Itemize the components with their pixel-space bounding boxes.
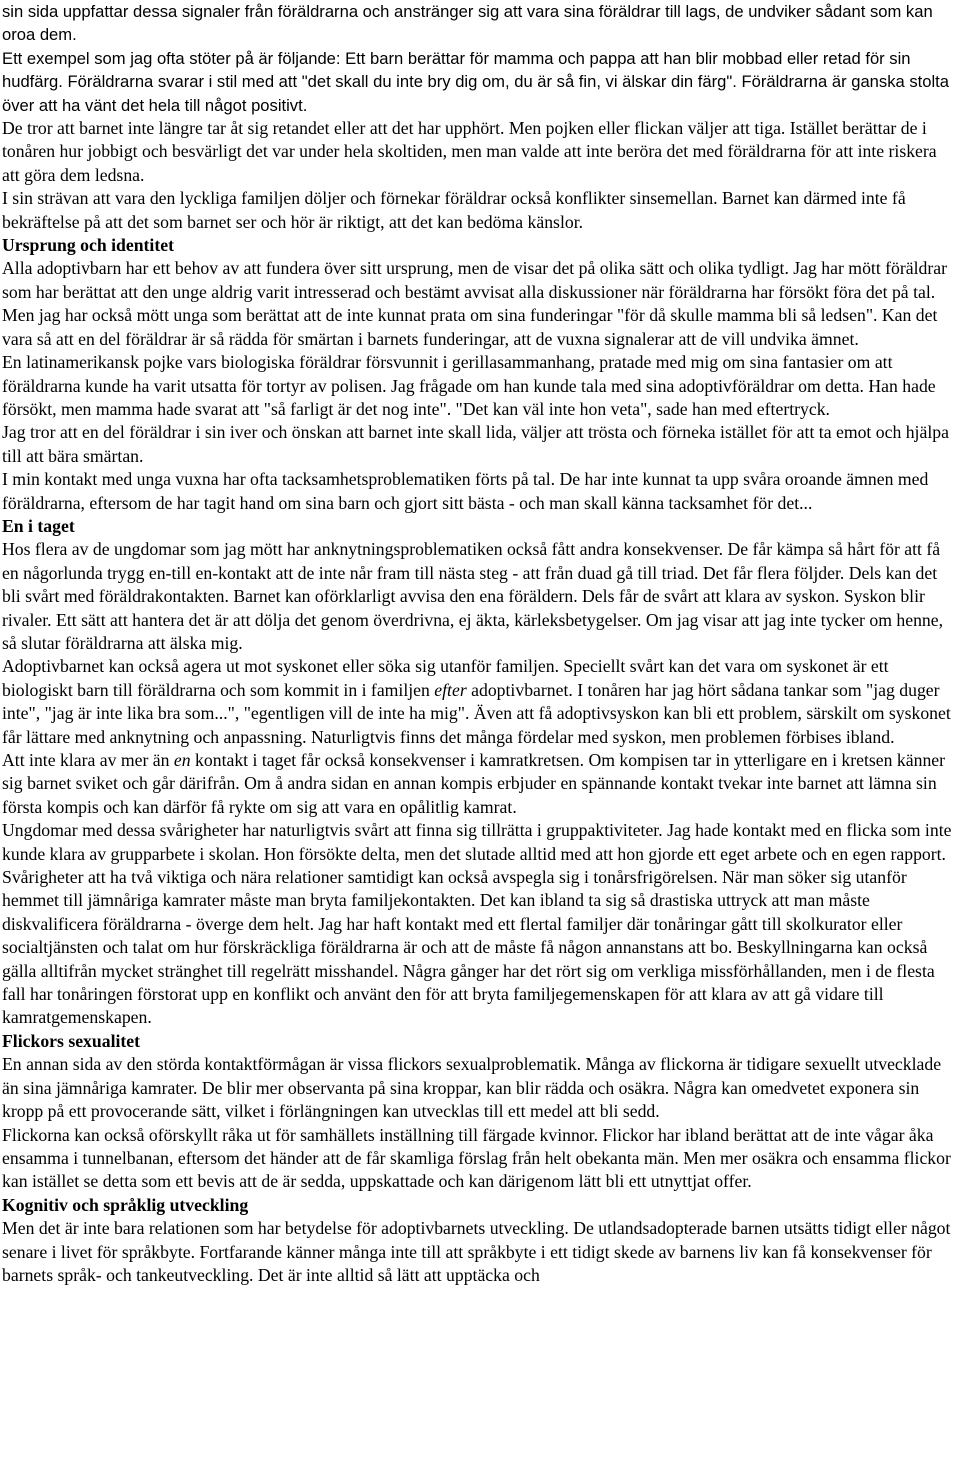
text-span: Att inte klara av mer än	[2, 750, 174, 770]
text-span: kontakt i taget får också konsekvenser i kamratkretsen. Om kompisen tar in ytterligare en i kretsen känner sig barnet sviket och går därifrån. Om å andra sidan en annan kompis erbjuder en spännande kontakt tvekar inte barnet att lämna sin första kompis och kan därför få rykte om sig att vara en opålitlig kamrat.	[2, 750, 946, 817]
heading-kognitiv-utveckling: Kognitiv och språklig utveckling	[2, 1194, 249, 1215]
paragraph-lyckliga-familjen: I sin strävan att vara den lyckliga familjen döljer och förnekar föräldrar också konflikter sinsemellan. Barnet kan därmed inte få bekräftelse på att det som barnet ser och hör är riktigt, att det kan bedöma känslor.	[2, 188, 906, 232]
paragraph-exempel: Ett exempel som jag ofta stöter på är följande: Ett barn berättar för mamma och pappa att han blir mobbad eller retad för sin hudfärg. Föräldrarna svarar i stil med att "det skall du inte bry dig om, du är så fin, vi älskar din färg". Föräldrarna är ganska stolta över att ha vänt det hela till något positivt.	[2, 48, 949, 115]
heading-ursprung-och-identitet: Ursprung och identitet	[2, 235, 174, 256]
text-span: adoptivbarnet. I tonåren har jag hört sådana tankar som "jag duger inte", "jag är inte lika bra som...", "egentligen vill de inte ha mig". Även att få adoptivsyskon kan bli ett problem, särskilt om syskonet får lättare med anknytning och anpassning. Naturligtvis finns det många fördelar med syskon, men problemen förbises ibland.	[2, 679, 951, 747]
paragraph-flickor-2: Flickorna kan också oförskyllt råka ut för samhällets inställning till färgade kvinnor. Flickor har ibland berättat att de inte vågar åka ensamma i tunnelbanan, eftersom det händer att de får skamliga förslag från helt obekanta män. Men mer osäkra och ensamma flickor kan istället se detta som ett bevis att de är sedda, uppskattade och kan därigenom lätt bli ett utnyttjat offer.	[2, 1124, 951, 1192]
heading-en-i-taget: En i taget	[2, 515, 75, 536]
paragraph-klara-av-en	[2, 749, 958, 819]
paragraph-ungdomar: Ungdomar med dessa svårigheter har naturligtvis svårt att finna sig tillrätta i gruppaktiviteter. Jag hade kontakt med en flicka som inte kunde klara av grupparbete i skolan. Hon försökte delta, men det slutade alltid med att hon gjorde ett eget arbete och en egen rapport.	[2, 820, 952, 864]
paragraph-svarigheter: Svårigheter att ha två viktiga och nära relationer samtidigt kan också avspegla sig i tonårsfrigörelsen. När man söker sig utanför hemmet till jämnåriga kamrater måste man bryta familjekontakten. Det kan ibland ta sig så drastiska uttryck att man måste diskvalificera föräldrarna - överge dem helt. Jag har haft kontakt med ett flertal familjer där tonåringar gått till skolkurator eller socialtjänsten och talat om hur förskräckliga föräldrarna är och att de måste få någon annanstans att bo. Beskyllningarna kan också gälla alltifrån mycket stränghet till regelrätt misshandel. Några gånger har det rört sig om verkliga missförhållanden, men i de flesta fall har tonåringen förstorat upp en konflikt och använt den för att bryta familjegemenskapen för att klara av att gå vidare till kamratgemenskapen.	[2, 867, 935, 1028]
paragraph-flickor-1: En annan sida av den störda kontaktförmågan är vissa flickors sexualproblematik. Många av flickorna är tidigare sexuellt utvecklade än sina jämnåriga kamrater. De blir mer observanta på sina kroppar, kan blir rädda och osäkra. Några kan omedvetet exponera sin kropp på ett provocerande sätt, vilket i förlängningen kan utvecklas till ett medel att bli sedd.	[2, 1054, 942, 1122]
paragraph-kognitiv-1: Men det är inte bara relationen som har betydelse för adoptivbarnets utveckling. De utlandsadopterade barnen utsätts tidigt eller något senare i livet för språkbyte. Fortfarande känner många inte till att språkbyte i ett tidigt skede av barnens liv kan få konsekvenser för barnets språk- och tankeutveckling. Det är inte alltid så lätt att upptäcka och	[2, 1218, 951, 1285]
text-span: Adoptivbarnet kan också agera ut mot syskonet eller söka sig utanför familjen. Speciellt svårt kan det vara om syskonet är ett biologiskt barn till föräldrarna och som kommit in i familjen	[2, 656, 889, 700]
paragraph-en-i-taget-1: Hos flera av de ungdomar som jag mött har anknytningsproblematiken också fått andra konsekvenser. De får kämpa så hårt för att få en någorlunda trygg en-till en-kontakt att de inte når fram till nästa steg - att från duad gå till triad. Det får flera följder. Dels kan det bli svårt med föräldrakontakten. Barnet kan oförklarligt avvisa den ena föräldern. Dels får de svårt att klara av syskon. Syskon blir rivaler. Ett sätt att hantera det är att dölja det genom överdrivna, ej äkta, kärleksbetygelser. Om jag visar att jag inte tycker om henne, så slutar föräldrarna att älska mig.	[2, 539, 944, 653]
heading-flickors-sexualitet: Flickors sexualitet	[2, 1030, 141, 1051]
paragraph-retandet: De tror att barnet inte längre tar åt sig retandet eller att det har upphört. Men pojken eller flickan väljer att tiga. Istället berättar de i tonåren hur jobbigt och besvärligt det var under hela skoltiden, men man valde att inte beröra det med föräldrarna för att inte riskera att göra dem ledsna.	[2, 118, 937, 185]
paragraph-ursprung-1: Alla adoptivbarn har ett behov av att fundera över sitt ursprung, men de visar det på olika sätt och olika tydligt. Jag har mött föräldrar som har berättat att den unge aldrig varit intresserad och bestämt avvisat alla diskussioner när föräldrarna har försökt föra det på tal. Men jag har också mött unga som berättat att de inte kunnat prata om sina funderingar "för då skulle mamma bli så ledsen". Kan det vara så att en del föräldrar är så rädda för smärtan i barnets funderingar, att de vuxna signalerar att de vill undvika ämnet.	[2, 258, 948, 349]
italic-emphasis: en	[173, 750, 191, 770]
paragraph-ursprung-4: I min kontakt med unga vuxna har ofta tacksamhetsproblematiken förts på tal. De har inte kunnat ta upp svåra oroande ämnen med föräldrarna, eftersom de har tagit hand om sina barn och gjort sitt bästa - och man skall känna tacksamhet för det...	[2, 469, 929, 513]
paragraph-ursprung-3: Jag tror att en del föräldrar i sin iver och önskan att barnet inte skall lida, väljer att trösta och förneka istället för att ta emot och hjälpa till att bära smärtan.	[2, 422, 949, 466]
paragraph-adoptivbarnet	[2, 655, 958, 749]
paragraph-ursprung-2: En latinamerikansk pojke vars biologiska föräldrar försvunnit i gerillasammanhang, pratade med mig om sina fantasier om att föräldrarna kunde ha varit utsatta för tortyr av polisen. Jag frågade om han kunde tala med sina adoptivföräldrar om detta. Han hade försökt, men mamma hade svarat att "så farligt är det nog inte". "Det kan väl inte hon veta", sade han med eftertryck.	[2, 352, 936, 419]
paragraph-signaler: sin sida uppfattar dessa signaler från föräldrarna och anstränger sig att vara sina föräldrar till lags, de undviker sådant som kan oroa dem.	[2, 2, 933, 45]
italic-emphasis: efter	[434, 679, 467, 700]
